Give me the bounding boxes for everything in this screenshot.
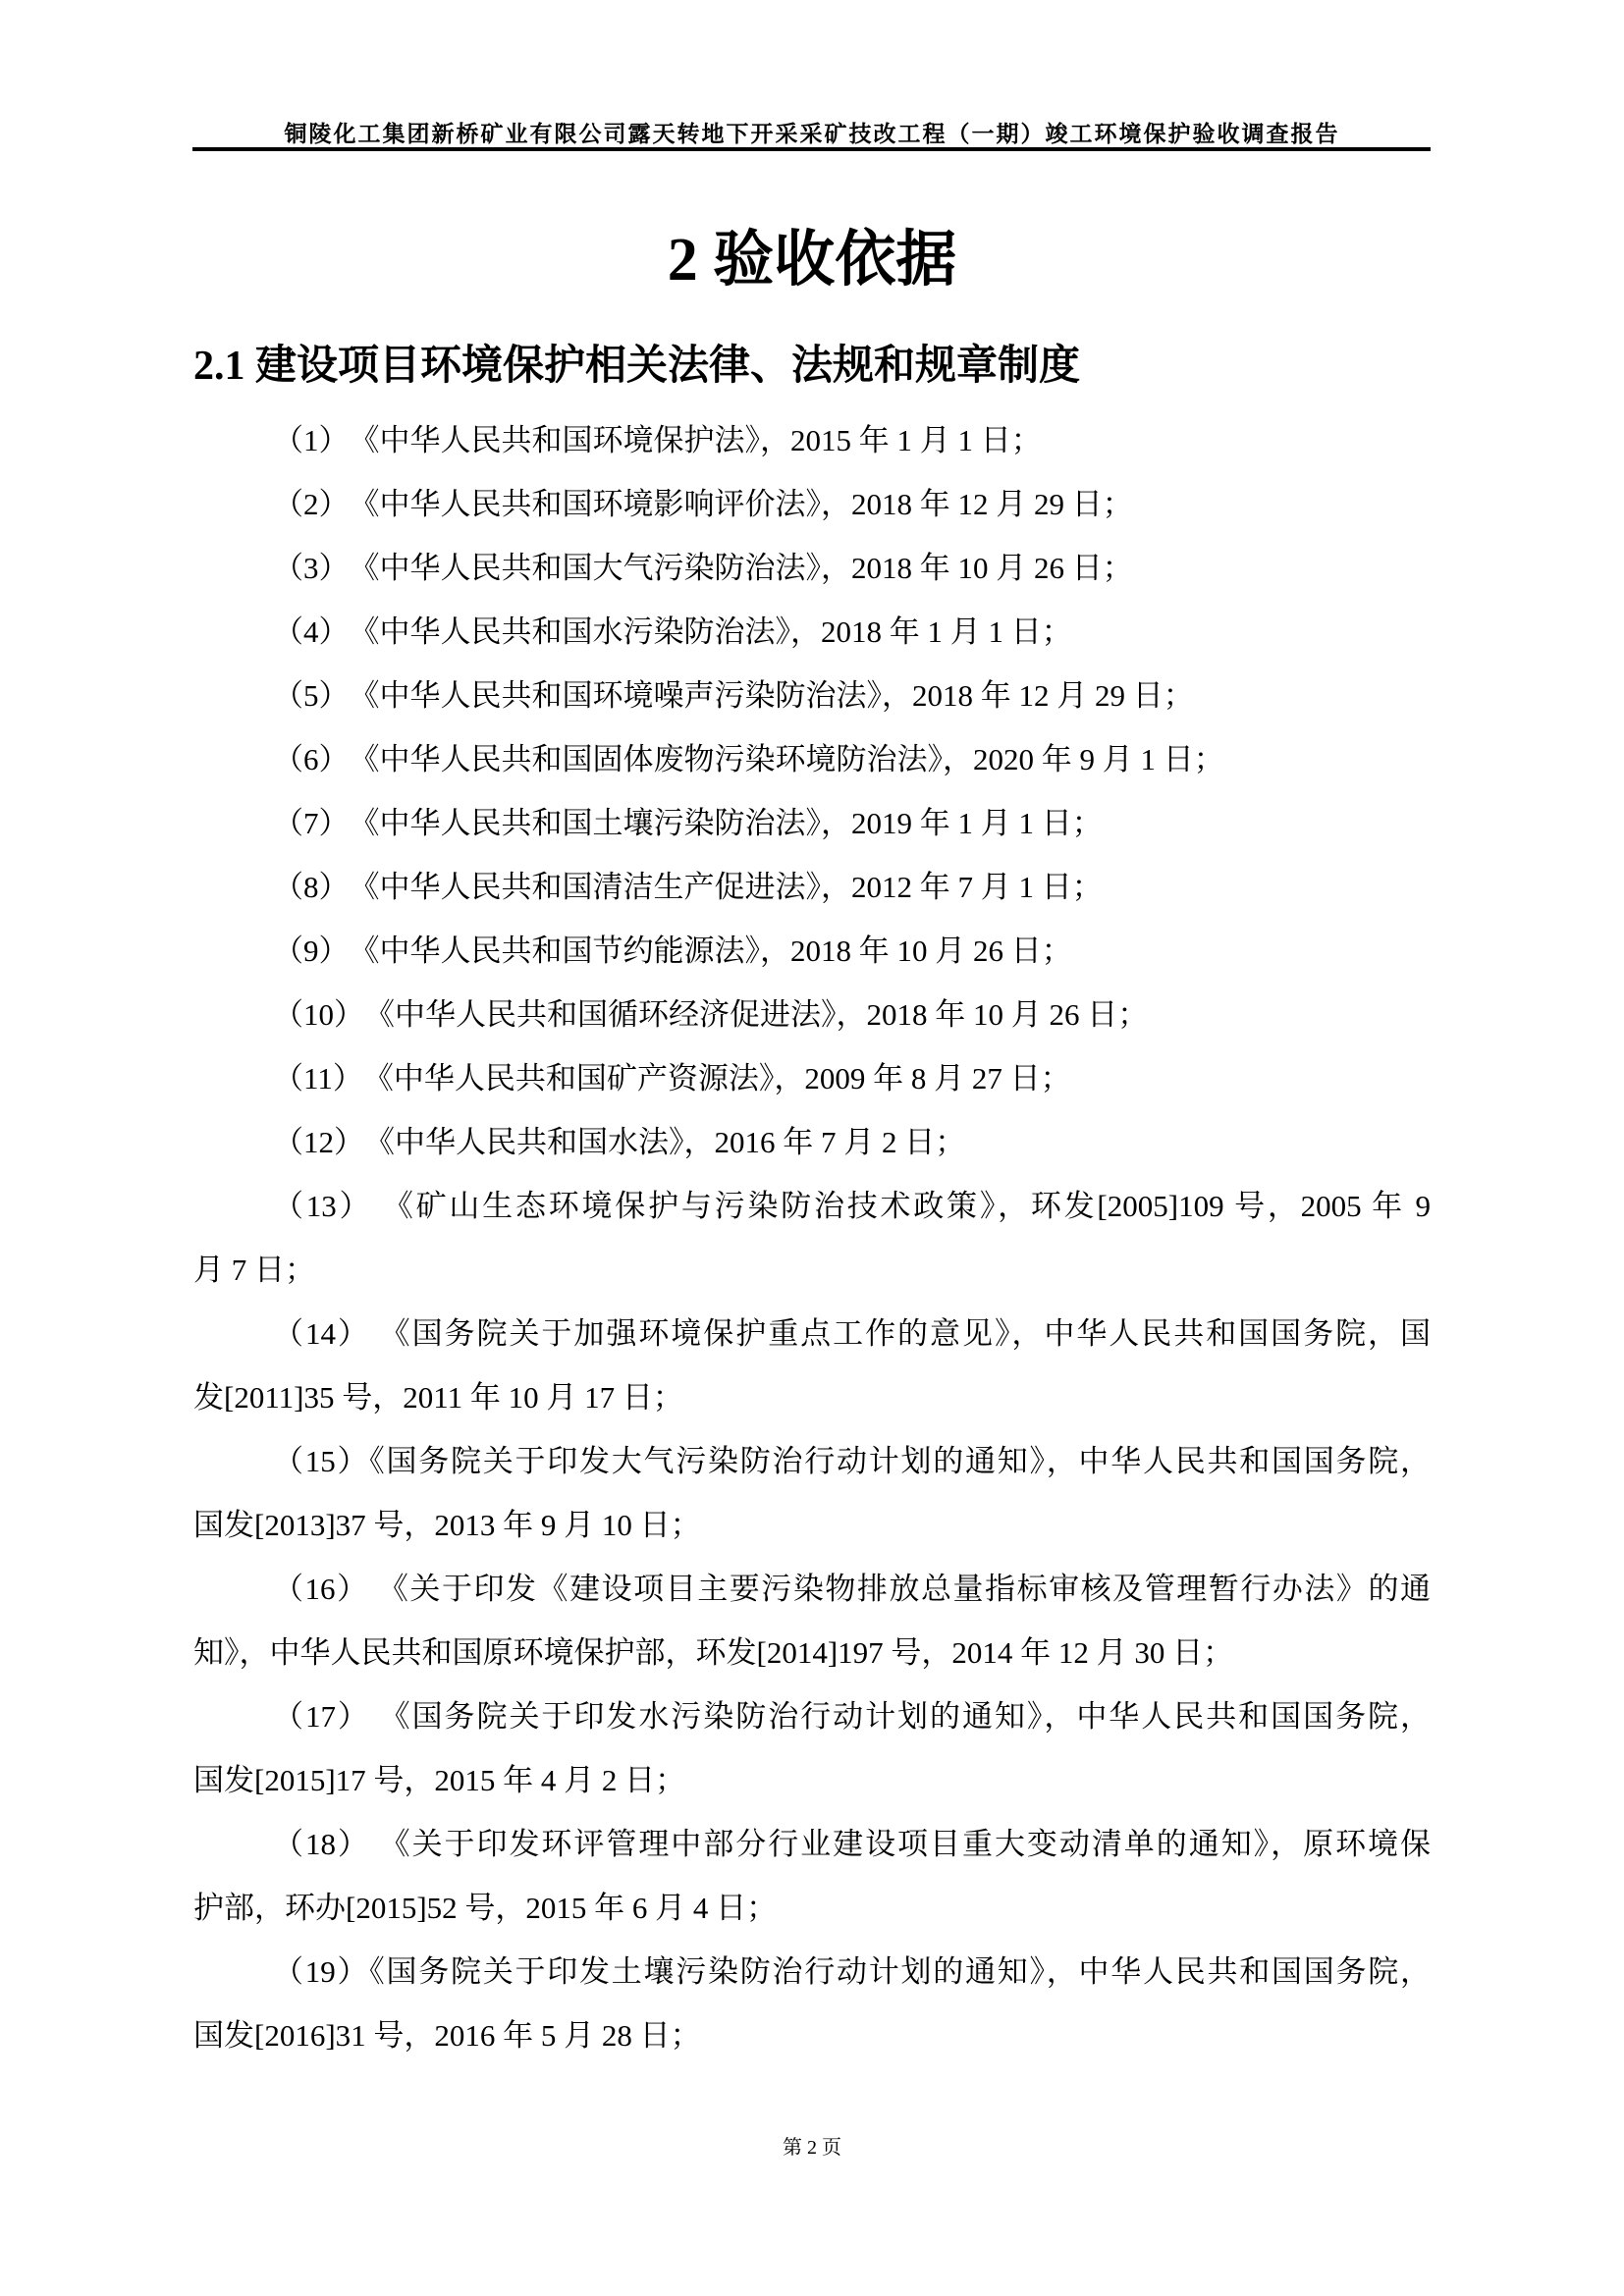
list-item-line: （18） 《关于印发环评管理中部分行业建设项目重大变动清单的通知》，原环境保	[273, 1827, 1431, 1861]
list-item-line: （8） 《中华人民共和国清洁生产促进法》，2012 年 7 月 1 日；	[273, 870, 1103, 904]
list-item-line: （10） 《中华人民共和国循环经济促进法》，2018 年 10 月 26 日；	[273, 997, 1149, 1032]
list-item-line: （17） 《国务院关于印发水污染防治行动计划的通知》，中华人民共和国国务院，	[273, 1699, 1431, 1734]
list-item-line: （7） 《中华人民共和国土壤污染防治法》，2019 年 1 月 1 日；	[273, 806, 1103, 840]
list-item-line: 知》，中华人民共和国原环境保护部，环发[2014]197 号，2014 年 12 月 30 日；	[193, 1635, 1234, 1670]
list-item-line: 发[2011]35 号，2011 年 10 月 17 日；	[193, 1380, 683, 1415]
list-item-line: （11） 《中华人民共和国矿产资源法》，2009 年 8 月 27 日；	[273, 1061, 1071, 1095]
list-item-line: （14） 《国务院关于加强环境保护重点工作的意见》，中华人民共和国国务院，国	[273, 1316, 1431, 1351]
list-item-line: 国发[2016]31 号，2016 年 5 月 28 日；	[193, 2018, 701, 2053]
page-header-title: 铜陵化工集团新桥矿业有限公司露天转地下开采采矿技改工程（一期）竣工环境保护验收调查报告	[284, 122, 1340, 146]
list-item-line: （5） 《中华人民共和国环境噪声污染防治法》，2018 年 12 月 29 日；	[273, 678, 1194, 713]
list-item-line: （19）《国务院关于印发土壤污染防治行动计划的通知》，中华人民共和国国务院，	[273, 1954, 1431, 1989]
list-item-line: （1） 《中华人民共和国环境保护法》，2015 年 1 月 1 日；	[273, 423, 1042, 457]
list-item-line: （9） 《中华人民共和国节约能源法》，2018 年 10 月 26 日；	[273, 934, 1072, 968]
list-item-line: 月 7 日；	[193, 1253, 315, 1287]
list-item-line: 国发[2013]37 号，2013 年 9 月 10 日；	[193, 1508, 701, 1542]
law-list	[193, 408, 1431, 2067]
list-item-line: （2） 《中华人民共和国环境影响评价法》，2018 年 12 月 29 日；	[273, 487, 1133, 521]
list-item-line: （6） 《中华人民共和国固体废物污染环境防治法》，2020 年 9 月 1 日；	[273, 742, 1224, 776]
list-item-line: （12） 《中华人民共和国水法》，2016 年 7 月 2 日；	[273, 1125, 966, 1159]
list-item-line: （16） 《关于印发《建设项目主要污染物排放总量指标审核及管理暂行办法》的通	[273, 1572, 1431, 1606]
list-item-line: 国发[2015]17 号，2015 年 4 月 2 日；	[193, 1763, 686, 1797]
list-item-line: （15）《国务院关于印发大气污染防治行动计划的通知》，中华人民共和国国务院，	[273, 1444, 1431, 1478]
list-item-line: 护部，环办[2015]52 号，2015 年 6 月 4 日；	[193, 1891, 778, 1925]
list-item-line: （3） 《中华人民共和国大气污染防治法》，2018 年 10 月 26 日；	[273, 551, 1133, 585]
header-divider	[192, 147, 1431, 151]
page-number: 第 2 页	[783, 2137, 841, 2159]
chapter-title: 2 验收依据	[667, 227, 957, 294]
section-heading: 2.1 建设项目环境保护相关法律、法规和规章制度	[193, 344, 1081, 389]
list-item-line: （4） 《中华人民共和国水污染防治法》，2018 年 1 月 1 日；	[273, 614, 1072, 649]
list-item-line: （13） 《矿山生态环境保护与污染防治技术政策》，环发[2005]109 号，2005 年 9	[273, 1189, 1431, 1223]
